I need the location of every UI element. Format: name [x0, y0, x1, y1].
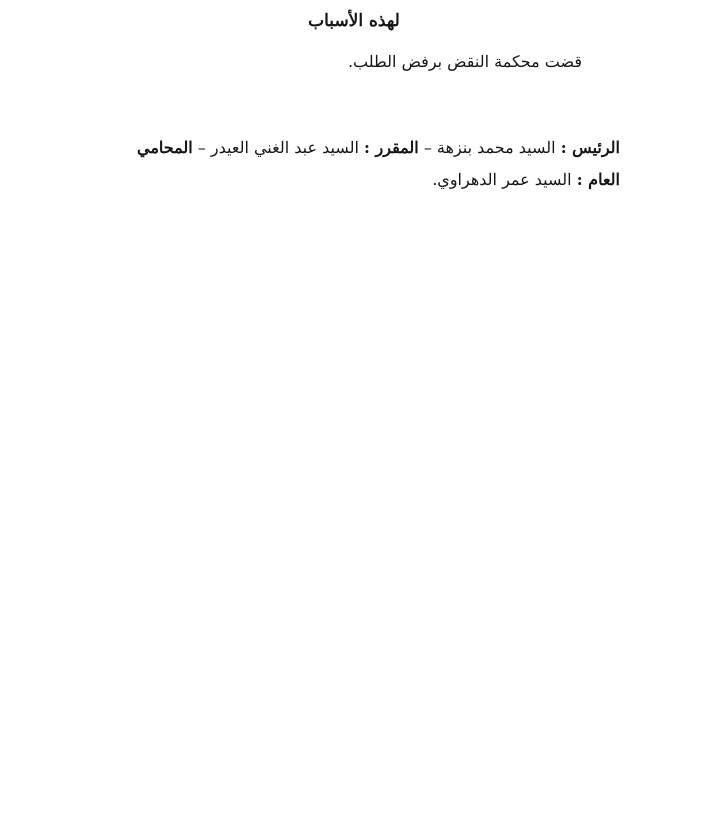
separator-dash: –: [423, 138, 432, 157]
rapporteur-name: السيد عبد الغني العيدر: [210, 138, 359, 157]
advocate-general-label: المحامي العام :: [137, 138, 620, 189]
court-ruling-text: قضت محكمة النقض برفض الطلب.: [347, 52, 582, 71]
separator-dash: –: [197, 138, 206, 157]
section-heading: [0, 8, 716, 34]
president-label: الرئيس :: [560, 138, 620, 157]
court-panel-composition: [100, 132, 620, 196]
advocate-general-name: السيد عمر الدهراوي.: [432, 170, 572, 189]
rapporteur-label: المقرر :: [364, 138, 419, 157]
president-name: السيد محمد بنزهة: [436, 138, 556, 157]
section-heading-text: لهذه الأسباب: [308, 11, 400, 31]
